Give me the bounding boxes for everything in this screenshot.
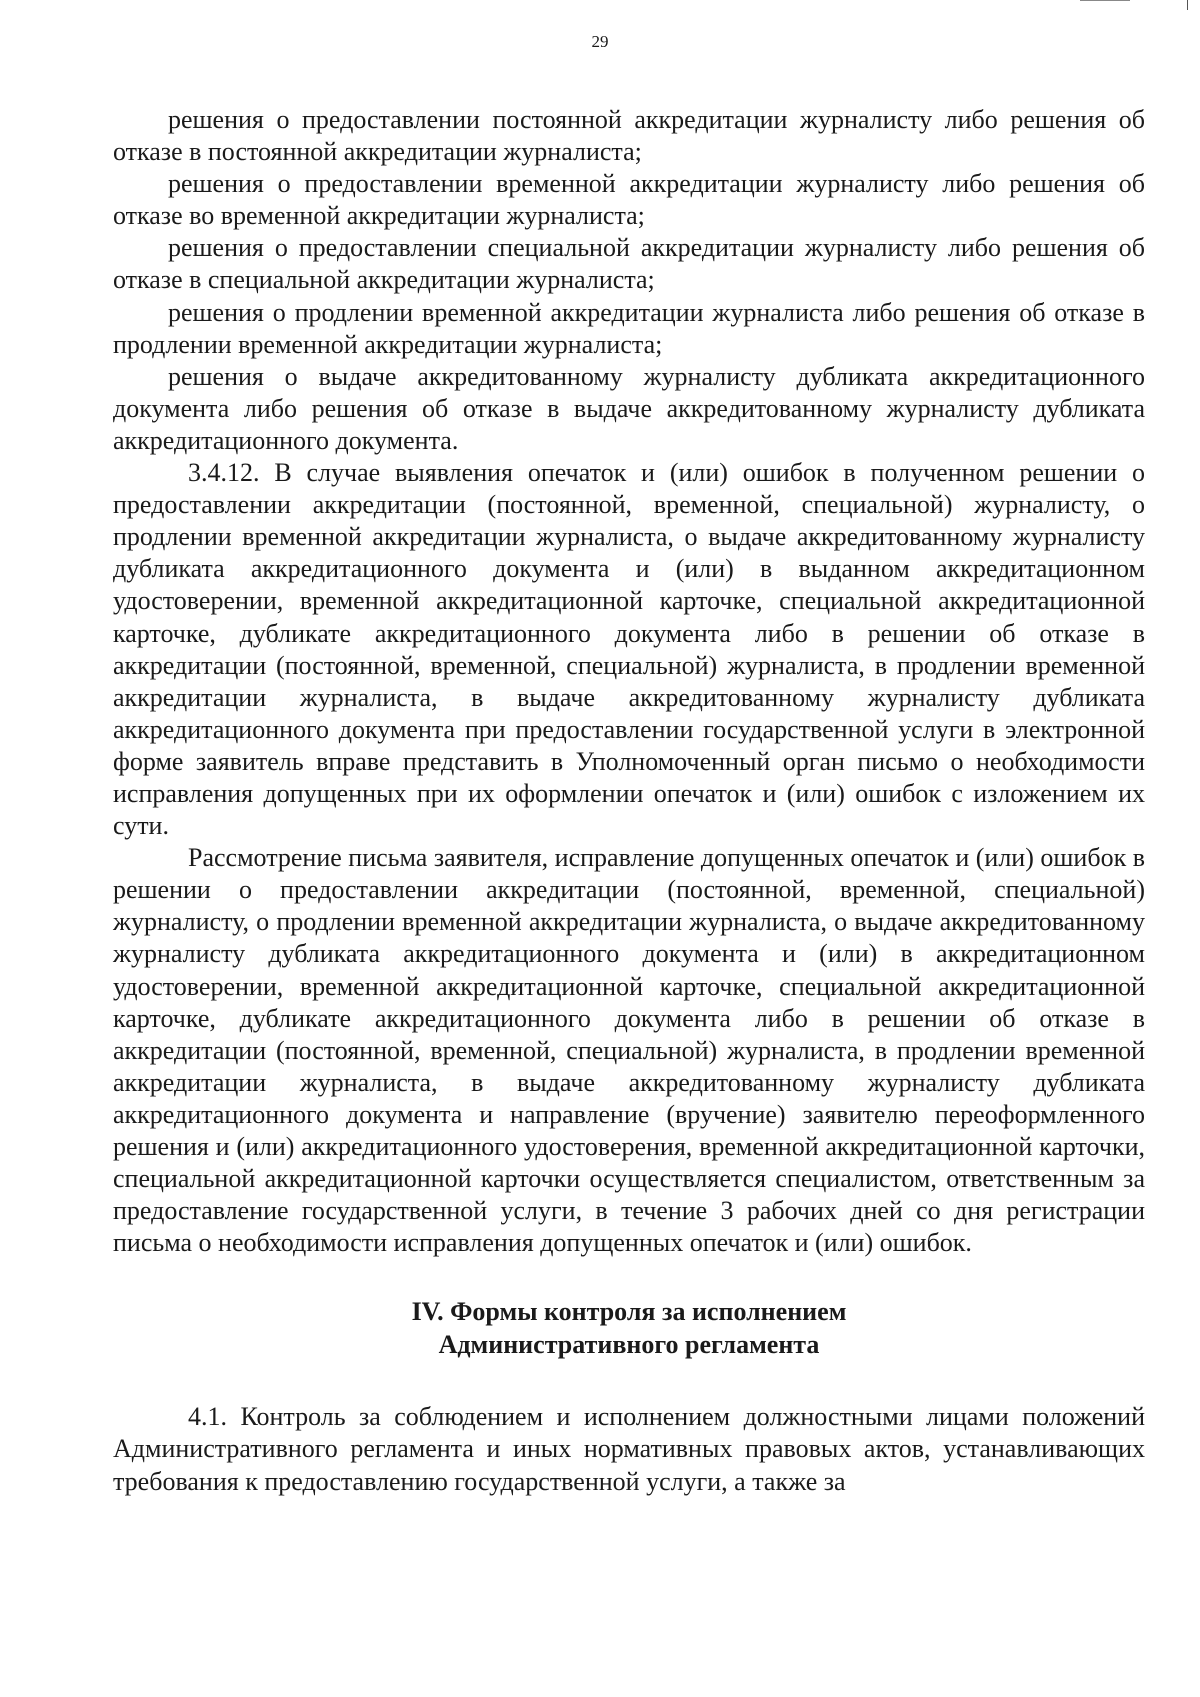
paragraph: Рассмотрение письма заявителя, исправление допущенных опечаток и (или) ошибок в решении о предоставлении аккредитации (постоянной, временной, специальной) журналисту, о продлении временной аккредитации журналиста, о выдаче аккредитованному журналисту дубликата аккредитационного документа и (или) в аккредитационном удостоверении, временной аккредитационной карточке, специальной аккредитационной карточке, дубликате аккредитационного документа либо в решении об отказе в аккредитации (постоянной, временной, специальной) журналиста, в продлении временной аккредитации журналиста, в выдаче аккредитованному журналисту дубликата аккредитационного документа и направление (вручение) заявителю переоформленного решения и (или) аккредитационного удостоверения, временной аккредитационной карточки, специальной аккредитационной карточки осуществляется специалистом, ответственным за предоставление государственной услуги, в течение 3 рабочих дней со дня регистрации письма о необходимости исправления допущенных опечаток и (или) ошибок. — [113, 843, 1145, 1258]
section-heading-line: IV. Формы контроля за исполнением — [411, 1297, 847, 1327]
section-heading-line: Административного регламента — [438, 1330, 820, 1360]
page-number: 29 — [591, 32, 609, 51]
paragraph: решения о предоставлении специальной аккредитации журналисту либо решения об отказе в специальной аккредитации журналиста; — [113, 233, 1145, 295]
paragraph: решения о продлении временной аккредитации журналиста либо решения об отказе в продлении временной аккредитации журналиста; — [113, 297, 1145, 359]
scan-edge-mark — [1187, 0, 1188, 10]
scan-edge-mark — [1080, 0, 1130, 1]
paragraph: решения о предоставлении постоянной аккредитации журналисту либо решения об отказе в постоянной аккредитации журналиста; — [113, 105, 1145, 167]
section-heading — [113, 1295, 1145, 1361]
paragraph: решения о предоставлении временной аккредитации журналисту либо решения об отказе во временной аккредитации журналиста; — [113, 169, 1145, 231]
paragraph-3-4-12: 3.4.12. В случае выявления опечаток и (или) ошибок в полученном решении о предоставлении аккредитации (постоянной, временной, специальной) журналисту, о продлении временной аккредитации журналиста, о выдаче аккредитованному журналисту дубликата аккредитационного документа и (или) в выданном аккредитационном удостоверении, временной аккредитационной карточке, специальной аккредитационной карточке, дубликате аккредитационного документа либо в решении об отказе в аккредитации (постоянной, временной, специальной) журналиста, в продлении временной аккредитации журналиста, в выдаче аккредитованному журналисту дубликата аккредитационного документа при предоставлении государственной услуги в электронной форме заявитель вправе представить в Уполномоченный орган письмо о необходимости исправления допущенных при их оформлении опечаток и (или) ошибок с изложением их сути. — [113, 458, 1145, 841]
paragraph: решения о выдаче аккредитованному журналисту дубликата аккредитационного документа либо решения об отказе в выдаче аккредитованному журналисту дубликата аккредитационного документа. — [113, 361, 1145, 455]
document-body — [113, 104, 1145, 1498]
paragraph-4-1: 4.1. Контроль за соблюдением и исполнением должностными лицами положений Административного регламента и иных нормативных правовых актов, устанавливающих требования к предоставлению государственной услуги, а также за — [113, 1402, 1145, 1496]
